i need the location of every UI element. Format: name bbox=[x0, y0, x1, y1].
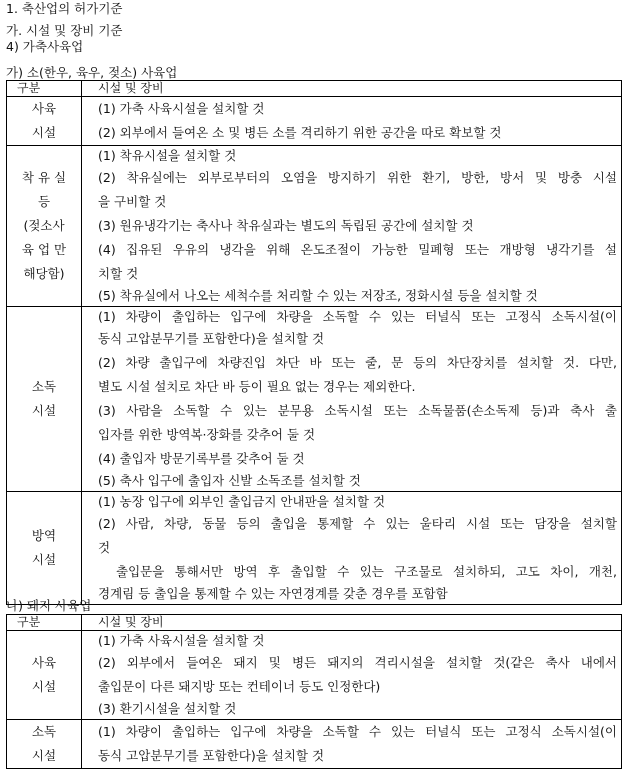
requirement-line: (3) 원유냉각기는 축사나 착유실과는 별도의 독립된 공간에 설치할 것 bbox=[98, 218, 474, 233]
requirement-line: (2) 외부에서 들여온 돼지 및 병든 돼지의 격리시설을 설치할 것(같은 축사 내에서 bbox=[98, 655, 617, 670]
table-row bbox=[7, 146, 622, 307]
item-heading: 4) 가축사육업 bbox=[6, 39, 84, 54]
requirement-line: 을 구비할 것 bbox=[98, 194, 167, 209]
category-cell bbox=[7, 146, 82, 307]
category-text: 시설 bbox=[31, 679, 57, 694]
cattle-subheading: 가) 소(한우, 육우, 젖소) 사육업 bbox=[6, 65, 178, 80]
cattle-facility-table bbox=[6, 80, 622, 605]
requirement-line: (2) 차량 출입구에 차량진입 차단 바 또는 줄, 문 등의 차단장치를 설치할 것. 다만, bbox=[98, 355, 617, 370]
requirement-line: (5) 착유실에서 나오는 세척수를 처리할 수 있는 저장조, 정화시설 등을 설치할 것 bbox=[98, 288, 538, 303]
category-text: 사육 bbox=[31, 655, 57, 670]
category-text: 방역 bbox=[31, 528, 57, 543]
requirement-line: 입자를 위한 방역복·장화를 갖추어 둘 것 bbox=[98, 427, 316, 442]
requirement-line: (1) 착유시설을 설치할 것 bbox=[98, 148, 237, 163]
pig-facility-table bbox=[6, 614, 622, 769]
requirement-line: 출입문을 통해서만 방역 후 출입할 수 있는 구조물로 설치하되, 고도 차이, 개천, bbox=[116, 564, 617, 579]
requirement-line: (3) 사람을 소독할 수 있는 분무용 소독시설 또는 소독물품(손소독제 등)과 축사 출 bbox=[98, 403, 617, 418]
requirement-line: 별도 시설 설치로 차단 바 등이 필요 없는 경우는 제외한다. bbox=[98, 379, 416, 394]
category-cell bbox=[7, 720, 82, 769]
requirement-line: (1) 농장 입구에 외부인 출입금지 안내판을 설치할 것 bbox=[98, 494, 386, 509]
requirement-line: 치할 것 bbox=[98, 266, 139, 281]
requirement-line: (1) 차량이 출입하는 입구에 차량을 소독할 수 있는 터널식 또는 고정식 소독시설(이 bbox=[98, 724, 617, 739]
requirement-line: (2) 외부에서 들여온 소 및 병든 소를 격리하기 위한 공간을 따로 확보할 것 bbox=[98, 125, 502, 140]
requirement-line: (1) 차량이 출입하는 입구에 차량을 소독할 수 있는 터널식 또는 고정식 소독시설(이 bbox=[98, 309, 617, 324]
requirement-line: 경계림 등 출입을 통제할 수 있는 자연경계를 갖춘 경우를 포함함 bbox=[98, 586, 448, 601]
category-text: 소독 bbox=[31, 724, 57, 739]
category-text: 시설 bbox=[31, 552, 57, 567]
category-text: (젖소사 bbox=[23, 218, 65, 233]
requirement-line: 것 bbox=[98, 540, 111, 555]
requirement-line: (2) 사람, 차량, 동물 등의 출입을 통제할 수 있는 울타리 시설 또는 담장을 설치할 bbox=[98, 516, 617, 531]
category-text: 해당함) bbox=[23, 266, 65, 281]
header-facilities: 시설 및 장비 bbox=[82, 81, 622, 97]
table-row bbox=[7, 720, 622, 769]
requirement-line: 동식 고압분무기를 포함한다)을 설치할 것 bbox=[98, 331, 325, 346]
requirement-line: (5) 축사 입구에 출입자 신발 소독조를 설치할 것 bbox=[98, 473, 361, 488]
category-cell bbox=[7, 97, 82, 146]
table-row bbox=[7, 97, 622, 146]
category-cell bbox=[7, 307, 82, 492]
requirement-cell bbox=[82, 146, 622, 307]
requirement-line: (3) 환기시설을 설치할 것 bbox=[98, 701, 237, 716]
category-text: 등 bbox=[37, 194, 51, 209]
requirement-line: (4) 집유된 우유의 냉각을 위해 온도조절이 가능한 밀폐형 또는 개방형 냉각기를 설 bbox=[98, 242, 617, 257]
requirement-cell bbox=[82, 631, 622, 720]
requirement-cell bbox=[82, 720, 622, 769]
table-row bbox=[7, 307, 622, 492]
table-header-row bbox=[7, 615, 622, 631]
category-text: 사육 bbox=[31, 101, 57, 116]
subsection-heading: 가. 시설 및 장비 기준 bbox=[6, 23, 123, 38]
requirement-cell bbox=[82, 97, 622, 146]
category-text: 시설 bbox=[31, 125, 57, 140]
header-category: 구분 bbox=[7, 81, 82, 97]
category-cell bbox=[7, 492, 82, 605]
category-text: 시설 bbox=[31, 403, 57, 418]
category-text: 착 유 실 bbox=[21, 170, 67, 185]
table-row bbox=[7, 492, 622, 605]
requirement-line: (1) 가축 사육시설을 설치할 것 bbox=[98, 101, 265, 116]
header-facilities: 시설 및 장비 bbox=[82, 615, 622, 631]
table-row bbox=[7, 631, 622, 720]
category-cell bbox=[7, 631, 82, 720]
requirement-line: 동식 고압분무기를 포함한다)을 설치할 것 bbox=[98, 748, 325, 763]
requirement-line: (2) 착유실에는 외부로부터의 오염을 방지하기 위한 환기, 방한, 방서 및 방충 시설 bbox=[98, 170, 617, 185]
requirement-cell bbox=[82, 307, 622, 492]
category-text: 소독 bbox=[31, 379, 57, 394]
table-header-row bbox=[7, 81, 622, 97]
category-text: 육 업 만 bbox=[21, 242, 67, 257]
header-category: 구분 bbox=[7, 615, 82, 631]
pig-subheading: 나) 돼지 사육업 bbox=[6, 598, 92, 613]
requirement-cell bbox=[82, 492, 622, 605]
section-heading: 1. 축산업의 허가기준 bbox=[6, 1, 123, 16]
category-text: 시설 bbox=[31, 748, 57, 763]
requirement-line: (1) 가축 사육시설을 설치할 것 bbox=[98, 633, 265, 648]
requirement-line: 출입문이 다른 돼지방 또는 컨테이너 등도 인정한다) bbox=[98, 679, 381, 694]
requirement-line: (4) 출입자 방문기록부를 갖추어 둘 것 bbox=[98, 451, 305, 466]
